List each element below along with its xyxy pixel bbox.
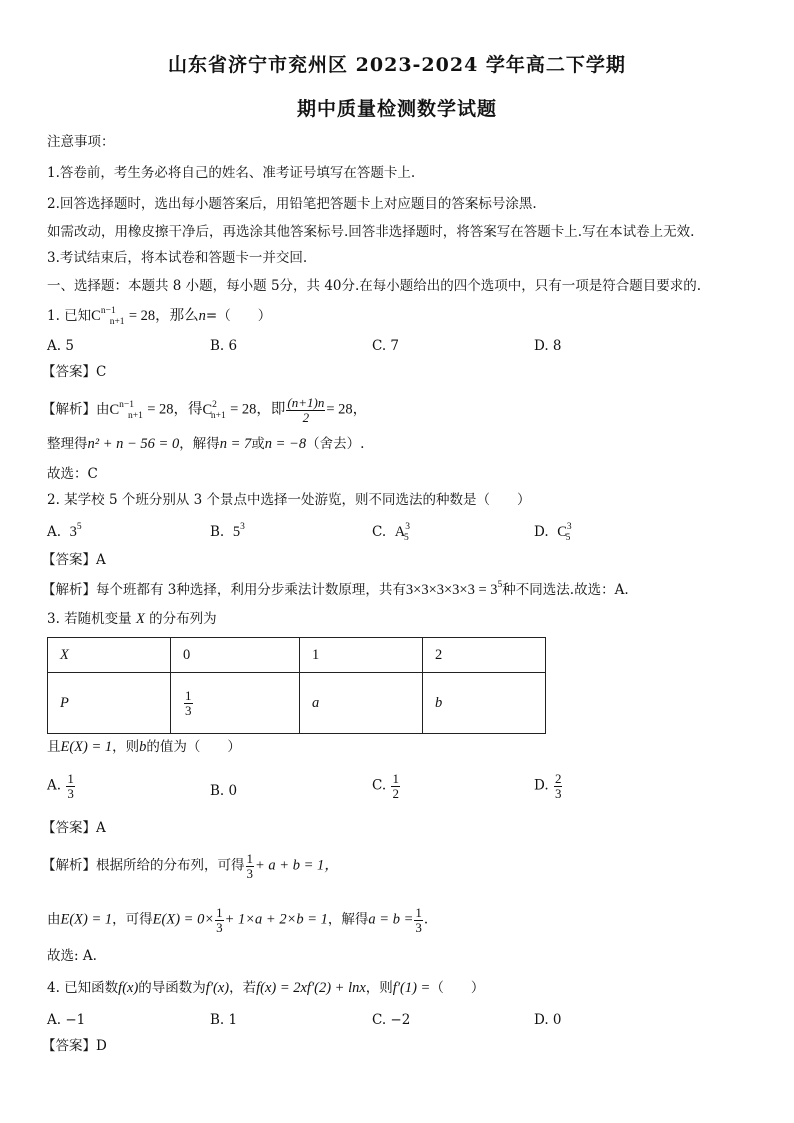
q1-analysis-end: = 28， — [326, 401, 368, 418]
q3-conclusion: 故选: A. — [47, 948, 97, 964]
q1-frac-den: 2 — [302, 409, 310, 425]
q2-b-label: B. — [210, 524, 225, 540]
question-1 — [47, 306, 271, 328]
q1-answer: 【答案】C — [42, 364, 107, 380]
q1-l2-sol2: n = −8 — [264, 436, 307, 452]
q4-fx: f(x) — [118, 980, 139, 996]
table-cell: P — [48, 673, 171, 734]
note-2: 2.回答选择题时，选出每小题答案后，用铅笔把答题卡上对应题目的答案标号涂黑. — [47, 196, 537, 212]
q1-analysis-comb: $C^{n-1}_{n+1}$ — [109, 399, 143, 421]
q2-c-label: C. — [372, 524, 387, 540]
note-2-cont: 如需改动，用橡皮擦干净后，再选涂其他答案标号.回答非选择题时，将答案写在答题卡上.写在本试卷上无效. — [47, 224, 695, 240]
q3-var: X — [135, 611, 145, 627]
q2-analysis-expr: 3×3×3×3×3 = 3 — [405, 582, 498, 598]
q1-var: n — [198, 308, 206, 324]
q4-ask: f′(1) = — [392, 980, 431, 996]
q2-option-a: A. $3^5$ — [47, 522, 82, 540]
q4-d: ，则 — [365, 980, 393, 996]
q1-analysis-prefix: 【解析】由 — [42, 401, 110, 418]
q3-stem: 3. 若随机变量 — [47, 611, 132, 627]
q3-an2-c: E(X) = 0× — [152, 911, 215, 928]
q2-analysis-b: 种不同选法.故选：A. — [502, 582, 629, 598]
section-heading: 一、选择题：本题共 8 小题，每小题 5分，共 40分.在每小题给出的四个选项中，只有一项是符合题目要求的. — [47, 278, 702, 294]
q3-an2-d: + 1×a + 2×b = 1 — [224, 911, 328, 928]
note-3: 3.考试结束后，将本试卷和答题卡一并交回. — [47, 250, 308, 266]
q3-cond-c: 的值为（ ） — [146, 739, 241, 755]
q1-l2a: 整理得 — [47, 436, 88, 452]
question-2: 2. 某学校 5 个班分别从 3 个景点中选择一处游览，则不同选法的种数是（ ） — [47, 492, 531, 508]
table-cell: 0 — [171, 638, 300, 673]
q2-d-label: D. — [534, 524, 549, 540]
q3-an2-b: ，可得 — [112, 911, 153, 928]
q1-l2-or: 或 — [251, 436, 265, 452]
q3-an2-f: a = b = — [368, 911, 414, 928]
q3-option-a: A. $\frac{1}{3}$ — [47, 771, 74, 801]
q3-analysis-1: 【解析】根据所给的分布列，可得 $\frac{1}{3}$ + a + b = 1， — [42, 851, 339, 881]
q3-cond-b: ，则 — [112, 739, 140, 755]
q1-analysis — [42, 396, 367, 424]
q2-answer: 【答案】A — [42, 552, 106, 568]
q3-stem-end: 的分布列为 — [149, 611, 217, 627]
q3-answer: 【答案】A — [42, 820, 106, 836]
q1-prefix: 1. 已知 — [47, 308, 92, 324]
q2-option-b: B. $5^3$ — [210, 522, 245, 540]
table-cell — [171, 673, 300, 734]
q2-analysis-a: 【解析】每个班都有 3种选择，利用分步乘法计数原理，共有 — [42, 582, 406, 598]
q3-cond-a: 且 — [47, 739, 61, 755]
q3-d-label: D. — [534, 777, 549, 794]
q3-c-label: C. — [372, 777, 387, 794]
q2-analysis: 【解析】每个班都有 3种选择，利用分步乘法计数原理，共有$3\times 3\times 3\times 3\times 3 = 3^5$种不同选法.故选：A. — [42, 580, 629, 598]
q2-option-d: D. $C^3_5$ — [534, 522, 572, 543]
q3-condition — [47, 737, 241, 757]
q3-an2-a: 由 — [47, 911, 61, 928]
q1-analysis-comb2: $C^2_{n+1}$ — [202, 399, 226, 421]
q1-option-b: B. 6 — [210, 338, 238, 354]
q1-suffix: =（ ） — [205, 308, 272, 324]
exam-subtitle: 期中质量检测数学试题 — [296, 98, 497, 120]
q1-l2-eq: n² + n − 56 = 0 — [87, 436, 180, 452]
q4-eq: f(x) = 2xf′(2) + lnx — [256, 980, 366, 996]
question-4 — [47, 978, 484, 998]
table-cell: 2 — [423, 638, 546, 673]
table-fraction — [184, 689, 193, 717]
q3-analysis-2: 由E(X) = 1，可得E(X) = 0× $\frac{1}{3}$ + 1×a + 2×b = 1，解得a = b = $\frac{1}{3}$ . — [47, 905, 429, 935]
distribution-table — [47, 637, 546, 734]
question-3 — [47, 609, 217, 629]
q3-an1-b: + a + b = 1， — [255, 857, 339, 874]
q1-analysis-mid2: = 28，即 — [230, 401, 286, 418]
q3-cond-expr: E(X) = 1 — [60, 739, 113, 755]
q1-conclusion: 故选：C — [47, 466, 98, 482]
q1-expr: = 28，那么 — [128, 308, 199, 324]
q1-analysis-line2 — [47, 434, 364, 454]
q1-combination: $C^{n-1}_{n+1}$ — [91, 306, 125, 327]
q2-option-c: C. $A^3_5$ — [372, 522, 410, 543]
q4-c: ，若 — [229, 980, 257, 996]
q3-an2-g: . — [423, 911, 429, 928]
q1-option-d: D. 8 — [534, 338, 562, 354]
table-cell: a — [300, 673, 423, 734]
q1-option-a: A. 5 — [47, 338, 74, 354]
q3-option-b: B. 0 — [210, 783, 238, 799]
q1-analysis-mid1: = 28，得 — [147, 401, 203, 418]
q4-fpx: f′(x) — [205, 980, 230, 996]
table-frac-den: 3 — [185, 702, 192, 718]
q4-option-c: C. −2 — [372, 1012, 411, 1028]
table-cell: 1 — [300, 638, 423, 673]
q4-answer: 【答案】D — [42, 1038, 107, 1054]
table-cell: b — [423, 673, 546, 734]
q3-a-label: A. — [47, 777, 62, 794]
q3-an2-e: E(X) = 1 — [60, 911, 113, 928]
q1-l2b: ，解得 — [179, 436, 220, 452]
q1-frac-num: (n+1)n — [287, 395, 325, 410]
q1-l2-sol1: n = 7 — [219, 436, 252, 452]
q3-an1-a: 【解析】根据所给的分布列，可得 — [42, 857, 245, 874]
q4-b: 的导函数为 — [138, 980, 206, 996]
note-1: 1.答卷前，考生务必将自己的姓名、准考证号填写在答题卡上. — [47, 165, 416, 181]
q4-option-b: B. 1 — [210, 1012, 238, 1028]
q1-option-c: C. 7 — [372, 338, 400, 354]
exam-title: 山东省济宁市兖州区 2023-2024 学年高二下学期 — [168, 54, 626, 76]
notes-heading: 注意事项： — [47, 134, 115, 150]
q3-an2-e2: ，解得 — [327, 911, 369, 928]
table-row — [48, 638, 546, 673]
q3-cond-var: b — [139, 739, 147, 755]
q4-option-d: D. 0 — [534, 1012, 562, 1028]
q3-option-d: D. $\frac{2}{3}$ — [534, 771, 562, 801]
q2-a-label: A. — [47, 524, 62, 540]
table-frac-num: 1 — [185, 687, 192, 703]
q4-e: （ ） — [430, 980, 485, 996]
table-cell: X — [48, 638, 171, 673]
table-row — [48, 673, 546, 734]
q1-l2c: （舍去）. — [306, 436, 365, 452]
q4-a: 4. 已知函数 — [47, 980, 119, 996]
q1-fraction — [286, 396, 325, 424]
q3-option-c: C. $\frac{1}{2}$ — [372, 771, 399, 801]
q4-option-a: A. −1 — [47, 1012, 86, 1028]
